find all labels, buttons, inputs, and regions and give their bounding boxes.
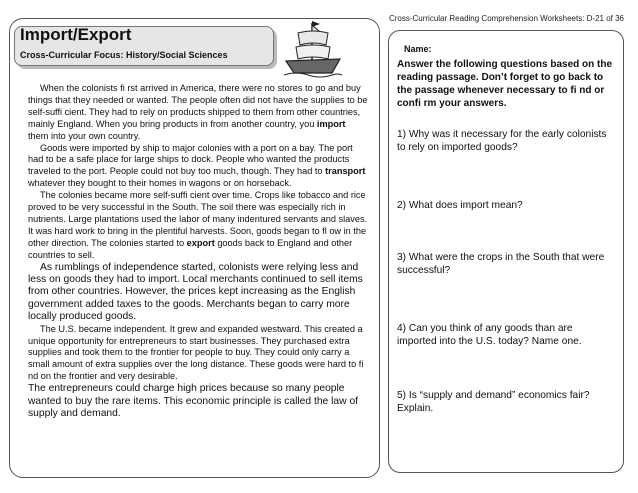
instructions: Answer the following questions based on the reading passage. Don’t forget to go back to the passage whenever necessary to fi nd or confi rm your answers. bbox=[397, 59, 613, 109]
paragraph-3 bbox=[28, 190, 368, 261]
question-3: 3) What were the crops in the South that were successful? bbox=[397, 252, 605, 276]
page-title: Import/Export bbox=[20, 25, 132, 44]
paragraph-5: The U.S. became independent. It grew and expanded westward. This created a unique opportunity for entrepreneurs to start businesses. They purchased extra supplies and took them to the frontier for people to buy. They could only carry a small amount of extra supplies over the long distance. These goods were hard to fi nd on the frontier and very desirable. bbox=[28, 323, 364, 382]
paragraph-3-text-b: goods back to England and other countries to sell. bbox=[28, 237, 353, 260]
paragraph-1-text-b: them into your own country. bbox=[28, 130, 141, 141]
worksheet-reference: Cross-Curricular Reading Comprehension Worksheets: D-21 of 36 bbox=[388, 14, 624, 23]
vocab-term-export: export bbox=[186, 237, 215, 248]
question-4: 4) Can you think of any goods than are imported into the U.S. today? Name one. bbox=[397, 323, 582, 347]
paragraph-6: The entrepreneurs could charge high prices because so many people wanted to buy the rare items. This economic principle is called the law of supply and demand. bbox=[28, 383, 359, 419]
paragraph-2-text-b: whatever they bought to their homes in wagons or on horseback. bbox=[28, 178, 292, 189]
question-2: 2) What does import mean? bbox=[397, 200, 523, 211]
paragraph-2 bbox=[28, 143, 368, 191]
sailing-ship-icon bbox=[282, 19, 344, 79]
reading-passage bbox=[28, 83, 368, 420]
paragraph-4: As rumblings of independence started, colonists were relying less and less on goods they had to import. Local merchants continued to sell items from other countries. However, the prices kept increasing as the English government added taxes to the goods. Merchants began to carry more locally produced goods. bbox=[28, 261, 363, 323]
paragraph-1-text-a: When the colonists fi rst arrived in America, there were no stores to go and buy things that they needed or wanted. The people often did not have the supplies to be self-suffi cient. They had to rely on products shipped to them from other countries, mainly England. When you bring products in from another country, you bbox=[28, 83, 368, 129]
paragraph-1 bbox=[28, 83, 368, 143]
paragraph-3-text-a: The colonies became more self-suffi cient over time. Crops like tobacco and rice proved to be very successful in the South. The soil there was especially rich in nutrients. Large plantations used the labor of many indentured servants and slaves. It was hard work to bring in the plentiful harvests. Soon, goods began to fl ow in the other direction. The colonies started to bbox=[28, 190, 368, 248]
paragraph-2-text-a: Goods were imported by ship to major colonies with a port on a bay. The port had to be a safe place for large ships to dock. People who wanted the products traveled to the port. People could not buy too much, though. They had to bbox=[28, 142, 353, 177]
vocab-term-transport: transport bbox=[325, 166, 366, 177]
question-5: 5) Is “supply and demand” economics fair? Explain. bbox=[397, 390, 590, 414]
name-label: Name: bbox=[404, 44, 432, 54]
vocab-term-import: import bbox=[316, 118, 346, 129]
focus-subtitle: Cross-Curricular Focus: History/Social Sciences bbox=[20, 50, 228, 60]
question-1: 1) Why was it necessary for the early colonists to rely on imported goods? bbox=[397, 129, 607, 153]
